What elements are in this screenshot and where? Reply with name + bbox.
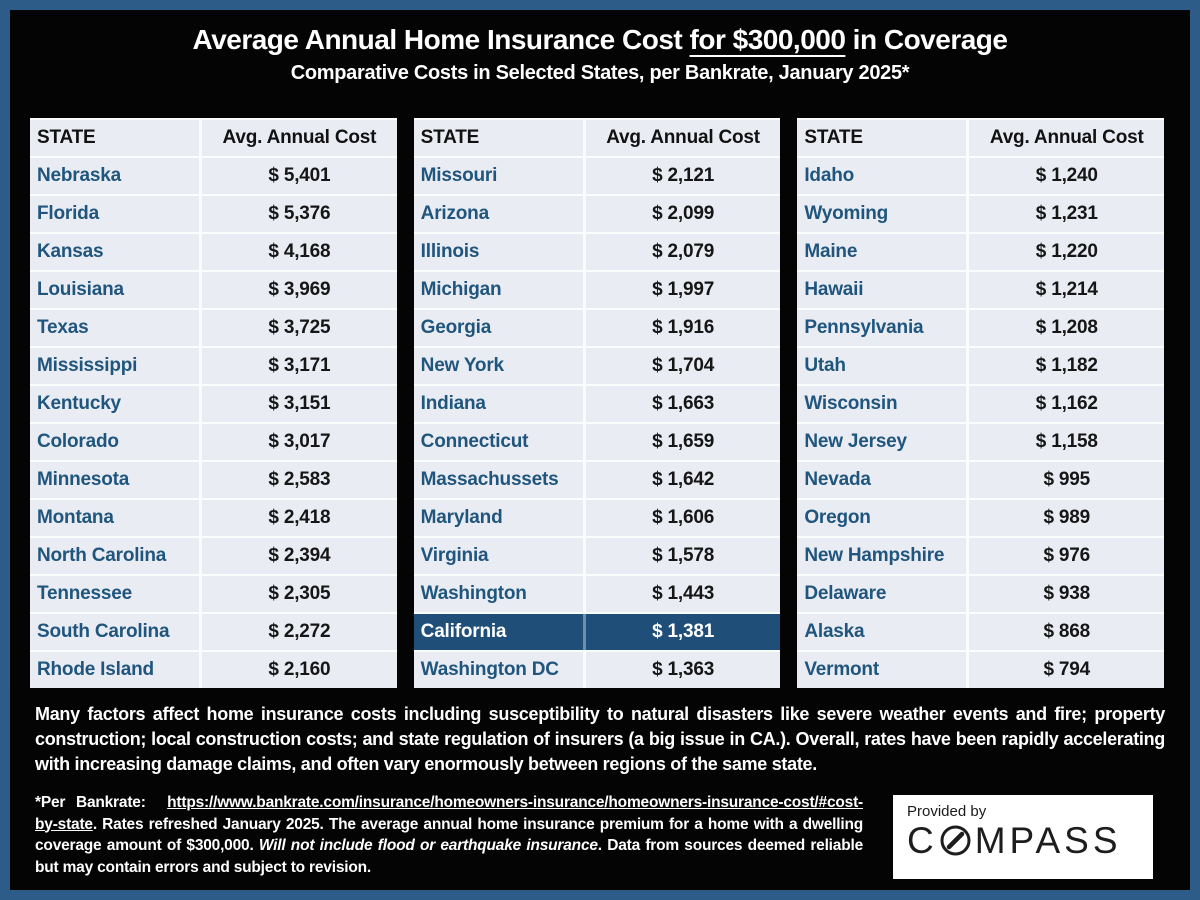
cost-value: $ 794 xyxy=(966,652,1164,688)
cost-value: $ 1,240 xyxy=(966,158,1164,194)
footnote-prefix: *Per Bankrate: xyxy=(35,794,168,811)
table-row xyxy=(30,386,397,424)
state-name: New York xyxy=(420,355,504,376)
state-cost-table-1 xyxy=(30,118,397,688)
cost-value: $ 1,381 xyxy=(583,614,781,650)
state-name: Tennessee xyxy=(37,583,133,604)
state-name: New Hampshire xyxy=(804,545,945,566)
page-title xyxy=(0,24,1200,56)
table-row xyxy=(414,500,781,538)
cost-value: $ 3,171 xyxy=(199,348,397,384)
title-underlined-coverage: for $300,000 xyxy=(689,24,846,55)
compass-logo-box xyxy=(893,795,1153,879)
table-row xyxy=(797,310,1164,348)
state-name: Kentucky xyxy=(37,393,121,414)
cost-value: $ 2,099 xyxy=(583,196,781,232)
table-row xyxy=(30,614,397,652)
table-row xyxy=(797,652,1164,688)
state-name: Wisconsin xyxy=(804,393,898,414)
cost-value: $ 3,725 xyxy=(199,310,397,346)
state-name: California xyxy=(420,621,507,642)
title-prefix: Average Annual Home Insurance Cost xyxy=(192,24,690,55)
cost-value: $ 1,578 xyxy=(583,538,781,574)
table-row xyxy=(414,386,781,424)
table-row xyxy=(797,348,1164,386)
table-row xyxy=(30,272,397,310)
table-row xyxy=(30,538,397,576)
state-name: New Jersey xyxy=(804,431,907,452)
cost-value: $ 1,663 xyxy=(583,386,781,422)
state-name: Idaho xyxy=(804,165,855,186)
table-row xyxy=(797,538,1164,576)
state-name: Michigan xyxy=(420,279,502,300)
state-name: Alaska xyxy=(804,621,865,642)
state-name: Virginia xyxy=(420,545,489,566)
footnote-italic-disclaimer: Will not include flood or earthquake insurance xyxy=(258,837,598,854)
state-name: Rhode Island xyxy=(37,659,154,680)
table-header-row xyxy=(30,120,397,158)
table-row xyxy=(797,576,1164,614)
table-header-row xyxy=(414,120,781,158)
cost-value: $ 2,272 xyxy=(199,614,397,650)
cost-value: $ 1,642 xyxy=(583,462,781,498)
cost-column-header: Avg. Annual Cost xyxy=(199,120,397,156)
table-row xyxy=(30,424,397,462)
cost-value: $ 4,168 xyxy=(199,234,397,270)
state-name: Missouri xyxy=(420,165,498,186)
table-row xyxy=(414,234,781,272)
cost-value: $ 5,401 xyxy=(199,158,397,194)
cost-value: $ 2,305 xyxy=(199,576,397,612)
footnote-suffix: . Data from sources deemed reliable but may contain errors and subject to revision. xyxy=(35,837,863,876)
state-name: Minnesota xyxy=(37,469,130,490)
state-name: Nevada xyxy=(804,469,871,490)
cost-value: $ 1,916 xyxy=(583,310,781,346)
state-name: Kansas xyxy=(37,241,104,262)
table-row xyxy=(30,348,397,386)
cost-value: $ 868 xyxy=(966,614,1164,650)
tables-container xyxy=(30,118,1164,688)
table-row xyxy=(414,310,781,348)
cost-value: $ 3,017 xyxy=(199,424,397,460)
cost-value: $ 1,704 xyxy=(583,348,781,384)
state-name: Delaware xyxy=(804,583,887,604)
cost-column-header: Avg. Annual Cost xyxy=(966,120,1164,156)
cost-value: $ 1,214 xyxy=(966,272,1164,308)
cost-value: $ 1,363 xyxy=(583,652,781,688)
compass-logo xyxy=(907,822,1141,859)
state-cost-table-2 xyxy=(414,118,781,688)
table-row xyxy=(797,196,1164,234)
cost-value: $ 1,443 xyxy=(583,576,781,612)
state-name: Colorado xyxy=(37,431,119,452)
cost-value: $ 2,418 xyxy=(199,500,397,536)
cost-value: $ 3,969 xyxy=(199,272,397,308)
table-row xyxy=(30,500,397,538)
notes-paragraph: Many factors affect home insurance costs including susceptibility to natural disasters like severe weather events and fire; property construction; local construction costs; and state regulation of insurers (a big issue in CA.). Overall, rates have been rapidly accelerating with increasing damage claims, and often vary enormously between regions of the same state. xyxy=(35,704,1165,774)
cost-value: $ 1,997 xyxy=(583,272,781,308)
cost-value: $ 1,208 xyxy=(966,310,1164,346)
table-row xyxy=(414,272,781,310)
cost-value: $ 3,151 xyxy=(199,386,397,422)
bankrate-link[interactable]: https://www.bankrate.com/insurance/homeowners-insurance/homeowners-insurance-cost/#cost-by-state xyxy=(35,794,863,833)
page-subtitle: Comparative Costs in Selected States, per Bankrate, January 2025* xyxy=(290,62,910,84)
table-row xyxy=(414,462,781,500)
state-name: Mississippi xyxy=(37,355,138,376)
cost-value: $ 5,376 xyxy=(199,196,397,232)
table-row xyxy=(797,272,1164,310)
table-row xyxy=(30,462,397,500)
footnote xyxy=(35,792,863,878)
table-row xyxy=(797,424,1164,462)
state-cost-table-3 xyxy=(797,118,1164,688)
compass-logo-letters-mpass: MPASS xyxy=(974,820,1122,861)
provided-by-label: Provided by xyxy=(907,803,987,820)
table-row xyxy=(797,386,1164,424)
table-row xyxy=(30,196,397,234)
state-name: Hawaii xyxy=(804,279,864,300)
cost-value: $ 976 xyxy=(966,538,1164,574)
compass-logo-letter-c: C xyxy=(907,820,938,861)
state-column-header: STATE xyxy=(37,127,96,148)
state-name: Texas xyxy=(37,317,89,338)
cost-value: $ 1,220 xyxy=(966,234,1164,270)
cost-value: $ 2,394 xyxy=(199,538,397,574)
cost-value: $ 1,606 xyxy=(583,500,781,536)
cost-value: $ 995 xyxy=(966,462,1164,498)
cost-value: $ 2,121 xyxy=(583,158,781,194)
state-name: Georgia xyxy=(420,317,492,338)
cost-value: $ 1,182 xyxy=(966,348,1164,384)
cost-value: $ 1,231 xyxy=(966,196,1164,232)
state-name: Oregon xyxy=(804,507,871,528)
state-name: Massachussets xyxy=(420,469,559,490)
table-row xyxy=(30,576,397,614)
table-header-row xyxy=(797,120,1164,158)
state-name: Maryland xyxy=(420,507,503,528)
table-row-highlighted xyxy=(414,614,781,652)
table-row xyxy=(797,234,1164,272)
table-row xyxy=(797,500,1164,538)
state-name: Pennsylvania xyxy=(804,317,924,338)
footnote-middle: . Rates refreshed January 2025. The average annual home insurance premium for a home with a dwelling coverage amount of $300,000. xyxy=(35,815,863,854)
state-name: Florida xyxy=(37,203,99,224)
state-name: Louisiana xyxy=(37,279,124,300)
table-row xyxy=(414,348,781,386)
table-row xyxy=(414,424,781,462)
table-row xyxy=(797,462,1164,500)
table-row xyxy=(414,576,781,614)
cost-value: $ 989 xyxy=(966,500,1164,536)
table-row xyxy=(797,614,1164,652)
cost-value: $ 2,160 xyxy=(199,652,397,688)
cost-value: $ 1,659 xyxy=(583,424,781,460)
cost-value: $ 2,583 xyxy=(199,462,397,498)
table-row xyxy=(30,652,397,688)
table-row xyxy=(414,196,781,234)
cost-value: $ 1,162 xyxy=(966,386,1164,422)
cost-value: $ 1,158 xyxy=(966,424,1164,460)
title-suffix: in Coverage xyxy=(845,24,1008,55)
state-name: Indiana xyxy=(420,393,486,414)
cost-value: $ 2,079 xyxy=(583,234,781,270)
state-name: Illinois xyxy=(420,241,480,262)
state-name: Washington xyxy=(420,583,527,604)
state-name: Montana xyxy=(37,507,114,528)
state-name: Utah xyxy=(804,355,846,376)
compass-slashed-o-icon xyxy=(939,824,972,857)
state-name: Washington DC xyxy=(420,659,559,680)
state-name: Maine xyxy=(804,241,858,262)
table-row xyxy=(30,234,397,272)
state-column-header: STATE xyxy=(420,127,480,148)
table-row xyxy=(414,652,781,688)
state-column-header: STATE xyxy=(804,127,863,148)
table-row xyxy=(414,158,781,196)
state-name: North Carolina xyxy=(37,545,167,566)
table-row xyxy=(797,158,1164,196)
cost-column-header: Avg. Annual Cost xyxy=(583,120,781,156)
state-name: Wyoming xyxy=(804,203,889,224)
state-name: Connecticut xyxy=(420,431,529,452)
state-name: South Carolina xyxy=(37,621,170,642)
table-row xyxy=(30,158,397,196)
state-name: Arizona xyxy=(420,203,489,224)
cost-value: $ 938 xyxy=(966,576,1164,612)
state-name: Vermont xyxy=(804,659,879,680)
table-row xyxy=(30,310,397,348)
state-name: Nebraska xyxy=(37,165,121,186)
table-row xyxy=(414,538,781,576)
